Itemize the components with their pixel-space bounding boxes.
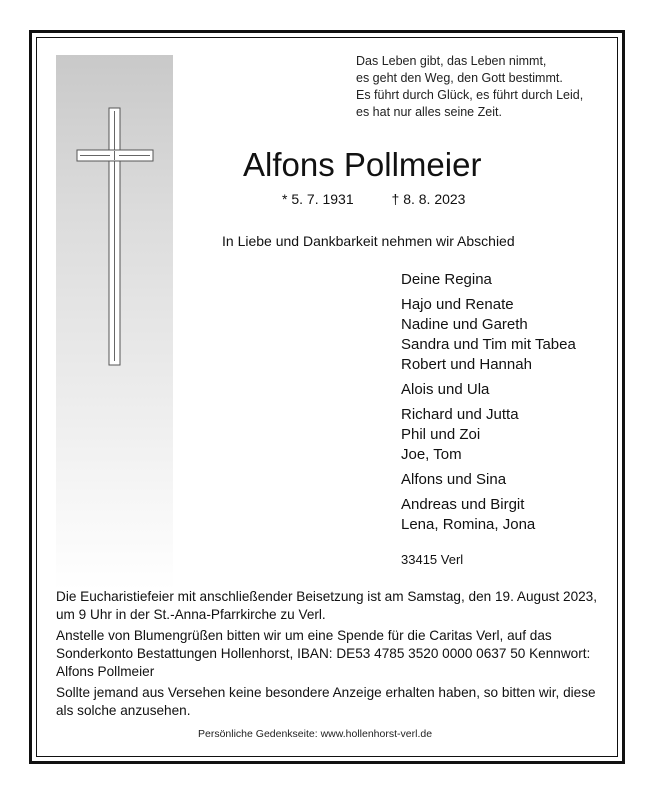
family-group	[401, 495, 576, 535]
family-member: Robert und Hannah	[401, 356, 532, 373]
family-member: Nadine und Gareth	[401, 316, 528, 333]
family-member: Alois und Ula	[401, 381, 490, 398]
family-member: Sandra und Tim mit Tabea	[401, 336, 576, 353]
poem	[356, 53, 583, 121]
family-member: Phil und Zoi	[401, 426, 481, 443]
family-member: Joe, Tom	[401, 446, 462, 463]
place: 33415 Verl	[401, 552, 464, 567]
service-paragraph: Die Eucharistiefeier mit anschließender Beisetzung ist am Samstag, den 19. August 2023, um 9 Uhr in der St.-Anna-Pfarrkirche zu Verl.	[56, 589, 598, 622]
family-list	[401, 270, 576, 540]
birth-date: * 5. 7. 1931	[282, 191, 354, 207]
family-member: Lena, Romina, Jona	[401, 516, 536, 533]
poem-line: es geht den Weg, den Gott bestimmt.	[356, 71, 563, 85]
deceased-name: Alfons Pollmeier	[243, 146, 482, 183]
family-member: Hajo und Renate	[401, 296, 514, 313]
family-member: Andreas und Birgit	[401, 496, 525, 513]
memorial-page-link[interactable]: Persönliche Gedenkseite: www.hollenhorst-verl.de	[198, 728, 433, 740]
poem-line: es hat nur alles seine Zeit.	[356, 105, 502, 119]
life-dates	[282, 191, 465, 207]
family-group	[401, 405, 576, 465]
family-group	[401, 470, 576, 490]
cross-icon	[56, 55, 173, 590]
family-member: Alfons und Sina	[401, 471, 507, 488]
poem-line: Es führt durch Glück, es führt durch Leid,	[356, 88, 584, 102]
donation-paragraph: Anstelle von Blumengrüßen bitten wir um eine Spende für die Caritas Verl, auf das Sonderkonto Bestattungen Hollenhorst, IBAN: DE53 4785 3520 0000 0637 50 Kennwort: Alfons Pollmeier	[56, 628, 591, 679]
death-date: † 8. 8. 2023	[391, 191, 466, 207]
poem-line: Das Leben gibt, das Leben nimmt,	[356, 54, 547, 68]
family-group	[401, 295, 576, 375]
family-member: Deine Regina	[401, 271, 492, 288]
announcement-text	[56, 588, 604, 723]
family-member: Richard und Jutta	[401, 406, 519, 423]
family-group	[401, 270, 576, 290]
farewell-intro: In Liebe und Dankbarkeit nehmen wir Abschied	[222, 233, 515, 249]
family-group	[401, 380, 576, 400]
notice-paragraph: Sollte jemand aus Versehen keine besondere Anzeige erhalten haben, so bitten wir, diese als solche anzusehen.	[56, 685, 596, 718]
cross-panel	[56, 55, 173, 590]
